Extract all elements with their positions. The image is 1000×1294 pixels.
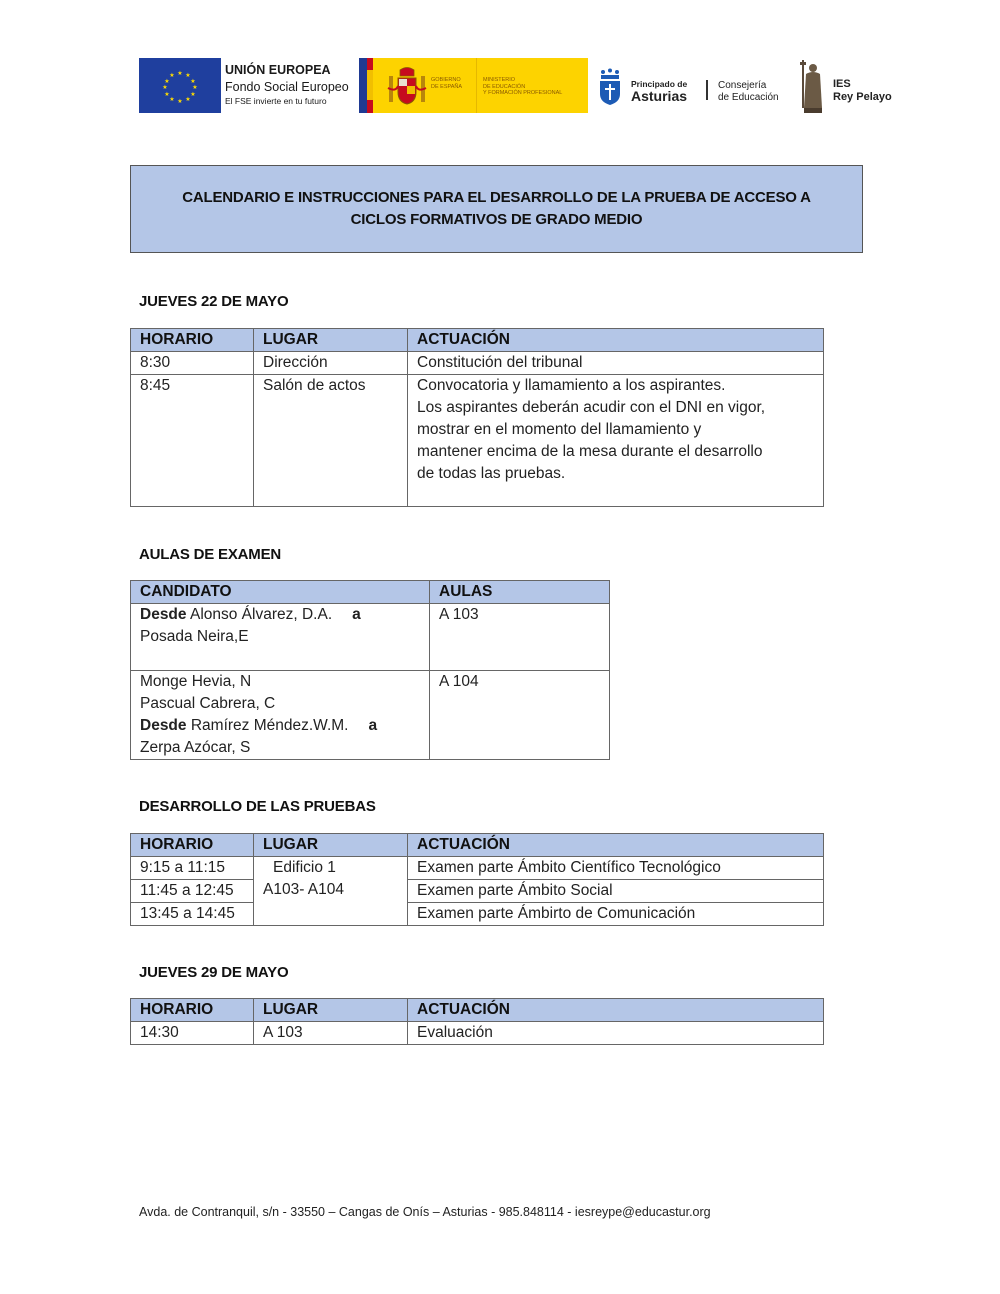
lugar-line: Edificio 1	[273, 859, 336, 876]
actuacion-line: Convocatoria y llamamiento a los aspirantes.	[417, 377, 726, 394]
candidato-line	[140, 604, 420, 626]
document-title-box	[130, 165, 863, 253]
column-header: AULAS	[430, 581, 610, 604]
column-header: LUGAR	[254, 834, 408, 857]
pruebas-table	[130, 833, 824, 926]
table-row	[131, 880, 824, 903]
flag-stripe	[359, 58, 367, 113]
asturias-shield-icon	[598, 68, 622, 106]
a-label: a	[368, 717, 378, 734]
aula-cell: A 104	[430, 671, 610, 760]
ies-line2: Rey Pelayo	[833, 91, 892, 103]
column-header: ACTUACIÓN	[408, 834, 824, 857]
table-row	[131, 903, 824, 926]
section-heading-pruebas: DESARROLLO DE LAS PRUEBAS	[139, 798, 376, 815]
lugar-cell: Dirección	[254, 352, 408, 375]
table-row	[131, 857, 824, 880]
actuacion-cell: Evaluación	[408, 1022, 824, 1045]
document-title-line2: CICLOS FORMATIVOS DE GRADO MEDIO	[350, 211, 643, 228]
table-row	[131, 604, 610, 671]
ministerio-line1: MINISTERIO	[483, 77, 516, 83]
table-header-row	[131, 581, 610, 604]
from-name: Ramírez Méndez.W.M.	[190, 717, 349, 734]
svg-text:★: ★	[164, 79, 170, 85]
candidato-line	[140, 715, 420, 737]
gobierno-line1: GOBIERNO	[431, 77, 461, 83]
to-name: Posada Neira,E	[140, 628, 249, 645]
rey-pelayo-statue-icon	[798, 58, 824, 114]
lugar-cell: Salón de actos	[254, 375, 408, 507]
section-heading-aulas: AULAS DE EXAMEN	[139, 546, 282, 563]
svg-text:★: ★	[162, 85, 168, 91]
eu-logo-text	[225, 64, 349, 106]
table-header-row	[131, 834, 824, 857]
svg-text:★: ★	[164, 92, 170, 98]
flag-stripe	[367, 70, 373, 100]
column-header: HORARIO	[131, 329, 254, 352]
actuacion-cell	[408, 375, 824, 507]
consejeria-line2: de Educación	[718, 92, 779, 103]
actuacion-line: de todas las pruebas.	[417, 465, 566, 482]
to-name: Zerpa Azócar, S	[140, 739, 251, 756]
document-title-line1: CALENDARIO E INSTRUCCIONES PARA EL DESARROLLO DE LA PRUEBA DE ACCESO A	[182, 189, 811, 206]
actuacion-cell: Examen parte Ámbirto de Comunicación	[408, 903, 824, 926]
column-header: LUGAR	[254, 999, 408, 1022]
svg-text:★: ★	[190, 79, 196, 85]
table-row	[131, 352, 824, 375]
svg-text:★: ★	[190, 92, 196, 98]
horario-cell: 8:30	[131, 352, 254, 375]
gobierno-espana-logo	[359, 58, 588, 113]
eu-subtitle: Fondo Social Europeo	[225, 79, 349, 94]
divider	[706, 80, 708, 100]
horario-cell: 11:45 a 12:45	[131, 880, 254, 903]
aulas-table	[130, 580, 610, 760]
asturias-line2: Asturias	[631, 88, 688, 104]
horario-cell: 13:45 a 14:45	[131, 903, 254, 926]
actuacion-line: mantener encima de la mesa durante el desarrollo	[417, 443, 763, 460]
lugar-cell	[254, 857, 408, 926]
column-header: HORARIO	[131, 999, 254, 1022]
actuacion-cell: Examen parte Ámbito Social	[408, 880, 824, 903]
a-label: a	[352, 606, 361, 623]
candidato-line: Monge Hevia, N	[140, 673, 252, 690]
svg-text:★: ★	[192, 85, 198, 91]
eu-flag-logo	[139, 58, 221, 113]
svg-text:★: ★	[169, 73, 175, 79]
candidato-line: Pascual Cabrera, C	[140, 695, 276, 712]
gobierno-text	[431, 77, 462, 90]
from-name: Alonso Álvarez, D.A.	[189, 606, 333, 623]
eu-tagline: El FSE invierte en tu futuro	[225, 96, 327, 106]
consejeria-line1: Consejería	[718, 80, 767, 91]
table-row	[131, 1022, 824, 1045]
aula-cell: A 103	[430, 604, 610, 671]
day2-table	[130, 998, 824, 1045]
actuacion-cell: Constitución del tribunal	[408, 352, 824, 375]
lugar-line: A103- A104	[263, 881, 345, 898]
svg-text:★: ★	[185, 97, 191, 103]
column-header: CANDIDATO	[131, 581, 430, 604]
table-row	[131, 671, 610, 760]
candidato-cell	[131, 604, 430, 671]
day1-table	[130, 328, 824, 507]
horario-cell: 14:30	[131, 1022, 254, 1045]
ministerio-line2: DE EDUCACIÓN	[483, 83, 526, 90]
ministerio-text	[483, 77, 562, 97]
asturias-line1: Principado de	[631, 79, 688, 89]
table-header-row	[131, 999, 824, 1022]
desde-label: Desde	[140, 717, 187, 734]
column-header: HORARIO	[131, 834, 254, 857]
desde-label: Desde	[140, 606, 187, 623]
actuacion-line: mostrar en el momento del llamamiento y	[417, 421, 702, 438]
column-header: ACTUACIÓN	[408, 999, 824, 1022]
eu-stars-icon	[139, 58, 221, 113]
section-heading-day1: JUEVES 22 DE MAYO	[139, 293, 289, 310]
footer-address: Avda. de Contranquil, s/n - 33550 – Cangas de Onís – Asturias - 985.848114 - iesreype@educastur.org	[139, 1205, 711, 1219]
gobierno-line2: DE ESPAÑA	[431, 83, 463, 90]
candidato-cell	[131, 671, 430, 760]
svg-text:★: ★	[177, 71, 183, 77]
svg-text:★: ★	[185, 73, 191, 79]
actuacion-line: Los aspirantes deberán acudir con el DNI en vigor,	[417, 399, 766, 416]
divider	[476, 58, 477, 113]
horario-cell: 9:15 a 11:15	[131, 857, 254, 880]
eu-title: UNIÓN EUROPEA	[225, 63, 331, 77]
horario-cell: 8:45	[131, 375, 254, 507]
coat-of-arms-icon	[386, 66, 428, 106]
column-header: ACTUACIÓN	[408, 329, 824, 352]
svg-text:★: ★	[177, 99, 183, 105]
ministerio-line3: Y FORMACIÓN PROFESIONAL	[483, 90, 563, 97]
svg-text:★: ★	[169, 97, 175, 103]
section-heading-day2: JUEVES 29 DE MAYO	[139, 964, 289, 981]
table-header-row	[131, 329, 824, 352]
actuacion-cell: Examen parte Ámbito Científico Tecnológico	[408, 857, 824, 880]
lugar-cell: A 103	[254, 1022, 408, 1045]
ies-line1: IES	[833, 78, 851, 90]
table-row	[131, 375, 824, 507]
column-header: LUGAR	[254, 329, 408, 352]
